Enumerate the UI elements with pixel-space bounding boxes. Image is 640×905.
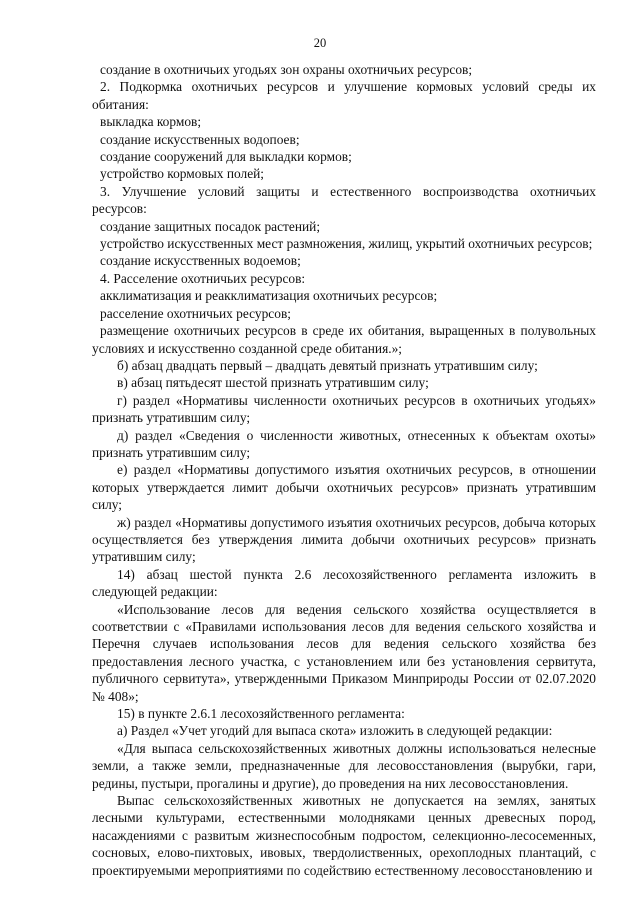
paragraph: выкладка кормов; <box>100 114 202 130</box>
paragraph: создание искусственных водопоев; <box>100 131 300 147</box>
paragraph: создание защитных посадок растений; <box>100 218 321 234</box>
paragraph: создание искусственных водоемов; <box>100 253 301 269</box>
paragraph: б) абзац двадцать первый – двадцать девятый признать утратившим силу; <box>117 357 538 373</box>
paragraph: 14) абзац шестой пункта 2.6 лесохозяйственного регламента изложить в следующей редакции: <box>92 566 596 600</box>
paragraph: г) раздел «Нормативы численности охотничьих ресурсов в охотничьих угодьях» признать утратившим силу; <box>92 392 596 426</box>
paragraph: в) абзац пятьдесят шестой признать утратившим силу; <box>117 375 429 391</box>
paragraph: «Для выпаса сельскохозяйственных животных должны использоваться нелесные земли, а также земли, предназначенные для лесовосстановления (вырубки, гари, редины, пустыри, прогалины и другие), до проведения на них лесовосстановления. <box>92 740 596 791</box>
paragraph: а) Раздел «Учет угодий для выпаса скота» изложить в следующей редакции: <box>117 723 553 739</box>
paragraph: е) раздел «Нормативы допустимого изъятия охотничьих ресурсов, в отношении которых утверждается лимит добычи охотничьих ресурсов» признать утратившим силу; <box>92 462 596 513</box>
paragraph: устройство кормовых полей; <box>100 166 265 182</box>
paragraph: 4. Расселение охотничьих ресурсов: <box>100 270 306 286</box>
paragraph: ж) раздел «Нормативы допустимого изъятия охотничьих ресурсов, добыча которых осуществляется без утверждения лимита добычи охотничьих ресурсов» признать утратившим силу; <box>92 514 596 565</box>
paragraph: размещение охотничьих ресурсов в среде их обитания, выращенных в полувольных условиях и искусственно созданной среде обитания.»; <box>92 323 596 356</box>
paragraph: 2. Подкормка охотничьих ресурсов и улучшение кормовых условий среды их обитания: <box>92 79 596 112</box>
paragraph: д) раздел «Сведения о численности животных, отнесенных к объектам охоты» признать утратившим силу; <box>92 427 596 460</box>
paragraph: Выпас сельскохозяйственных животных не допускается на землях, занятых лесными культурами, естественными молодняками ценных древесных пород, насаждениями с развитым жизнеспособным подростом, селекционно-лесосеменных, сосновых, елово-пихтовых, ивовых, твердолиственных, орехоплодных плантаций, с проектируемыми мероприятиями по содействию естественному лесовосстановлению и <box>92 793 596 878</box>
paragraph: акклиматизация и реакклиматизация охотничьих ресурсов; <box>100 288 438 304</box>
paragraph: «Использование лесов для ведения сельского хозяйства осуществляется в соответствии с «Правилами использования лесов для ведения сельского хозяйства и Перечня случаев использования лесов для ведения сельского хозяйства без предоставления лесного участка, с установлением или без установления сервитута, публичного сервитута», утвержденными Приказом Минприроды России от 02.07.2020 № 408»; <box>92 601 596 704</box>
page-number: 20 <box>313 36 327 50</box>
paragraph: 3. Улучшение условий защиты и естественного воспроизводства охотничьих ресурсов: <box>92 183 596 217</box>
paragraph: 15) в пункте 2.6.1 лесохозяйственного регламента: <box>117 706 405 722</box>
document-body <box>92 61 596 879</box>
paragraph: создание в охотничьих угодьях зон охраны охотничьих ресурсов; <box>100 62 473 77</box>
paragraph: устройство искусственных мест размножения, жилищ, укрытий охотничьих ресурсов; <box>100 236 593 252</box>
paragraph: создание сооружений для выкладки кормов; <box>100 149 352 165</box>
paragraph: расселение охотничьих ресурсов; <box>100 305 291 321</box>
